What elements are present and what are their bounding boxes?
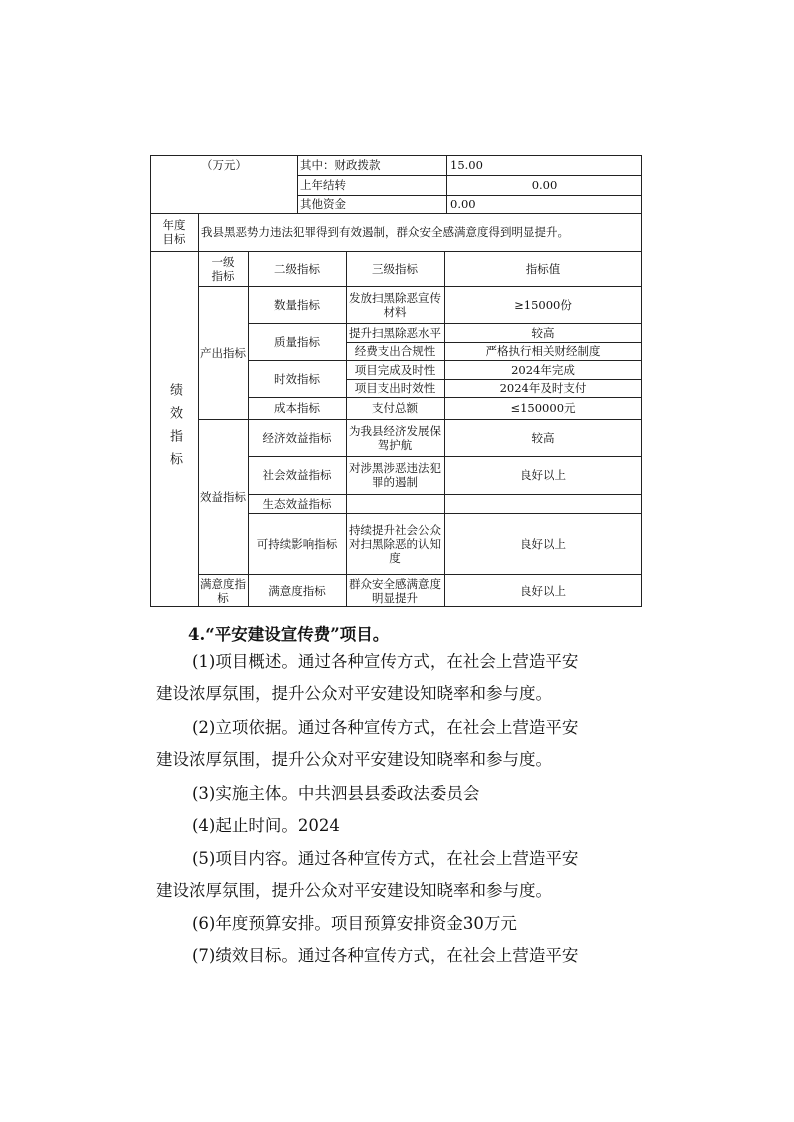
- annual-goal-label: 年度 目标: [162, 218, 186, 246]
- value-cell: 较高: [531, 430, 555, 445]
- value-cell: 良好以上: [520, 468, 566, 482]
- level2-social: 社会效益指标: [262, 468, 332, 482]
- paragraph-subject: (3)实施主体。中共泗县县委政法委员会: [192, 784, 480, 803]
- level3-cell: 经费支出合规性: [354, 344, 436, 358]
- annual-goal-text: 我县黑恶势力违法犯罪得到有效遏制，群众安全感满意度得到明显提升。: [201, 225, 569, 239]
- paragraph-basis: (2)立项依据。通过各种宣传方式，在社会上营造平安 建设浓厚氛围，提升公众对平安建设知晓率和参与度。: [156, 718, 579, 769]
- paragraph-budget: (6)年度预算安排。项目预算安排资金30万元: [192, 914, 517, 933]
- group-benefit: 效益指标: [200, 489, 246, 504]
- header-value: 指标值: [525, 261, 561, 276]
- funding-label: （万元）: [201, 158, 247, 172]
- carryover-value: 0.00: [531, 178, 558, 192]
- level3-cell: 项目完成及时性: [354, 362, 436, 377]
- paragraph-goals: (7)绩效目标。通过各种宣传方式，在社会上营造平安: [192, 946, 579, 965]
- value-cell: 良好以上: [520, 536, 566, 551]
- level3-cell: [346, 494, 444, 513]
- value-cell: 2024年完成: [511, 362, 575, 377]
- level2-quality: 质量指标: [274, 334, 320, 349]
- value-cell: 2024年及时支付: [499, 381, 587, 395]
- value-cell: ≥15000份: [514, 297, 572, 312]
- level2-quantity: 数量指标: [274, 297, 320, 312]
- level2-cost: 成本指标: [274, 401, 320, 415]
- level3-cell: 对涉黑涉恶违法犯 罪的遏制: [349, 461, 441, 489]
- fiscal-value: 15.00: [450, 158, 483, 172]
- level3-cell: 提升扫黑除恶水平: [349, 325, 441, 340]
- group-output: 产出指标: [200, 345, 246, 360]
- value-cell: 良好以上: [520, 583, 566, 598]
- paragraph-content: (5)项目内容。通过各种宣传方式，在社会上营造平安 建设浓厚氛围，提升公众对平安建设知晓率和参与度。: [156, 849, 579, 900]
- header-level1: 一级 指标: [211, 254, 235, 283]
- level2-satisfaction: 满意度指标: [268, 583, 326, 598]
- section-heading: 4.“平安建设宣传费”项目。: [188, 625, 390, 644]
- header-level2: 二级指标: [274, 261, 320, 276]
- value-cell: 严格执行相关财经制度: [485, 344, 601, 358]
- carryover-label: 上年结转: [300, 178, 346, 192]
- header-level3: 三级指标: [372, 261, 418, 276]
- value-cell: [444, 494, 642, 513]
- level2-timeliness: 时效指标: [274, 371, 320, 386]
- value-cell: 较高: [531, 325, 555, 340]
- indicators-label: 绩效指标: [167, 383, 182, 475]
- level3-cell: 群众安全感满意度 明显提升: [349, 576, 441, 605]
- level3-cell: 为我县经济发展保 驾护航: [349, 423, 441, 452]
- paragraph-overview: (1)项目概述。通过各种宣传方式，在社会上营造平安 建设浓厚氛围，提升公众对平安建设知晓率和参与度。: [156, 652, 579, 703]
- level3-cell: 项目支出时效性: [354, 381, 436, 395]
- level3-cell: 持续提升社会公众 对扫黑除恶的认知 度: [349, 522, 441, 565]
- performance-table: [150, 155, 642, 607]
- other-funds-value: 0.00: [450, 197, 476, 211]
- level3-cell: 发放扫黑除恶宣传 材料: [349, 290, 441, 319]
- value-cell: ≤150000元: [510, 401, 576, 415]
- fiscal-label: 其中：财政拨款: [300, 158, 381, 172]
- level2-ecological: 生态效益指标: [262, 496, 332, 511]
- level2-sustainable: 可持续影响指标: [256, 536, 338, 551]
- level3-cell: 支付总额: [372, 401, 418, 415]
- other-funds-label: 其他资金: [300, 197, 346, 211]
- paragraph-period: (4)起止时间。2024: [192, 816, 340, 835]
- group-satisfaction: 满意度指 标: [200, 576, 246, 605]
- level2-economic: 经济效益指标: [262, 430, 332, 445]
